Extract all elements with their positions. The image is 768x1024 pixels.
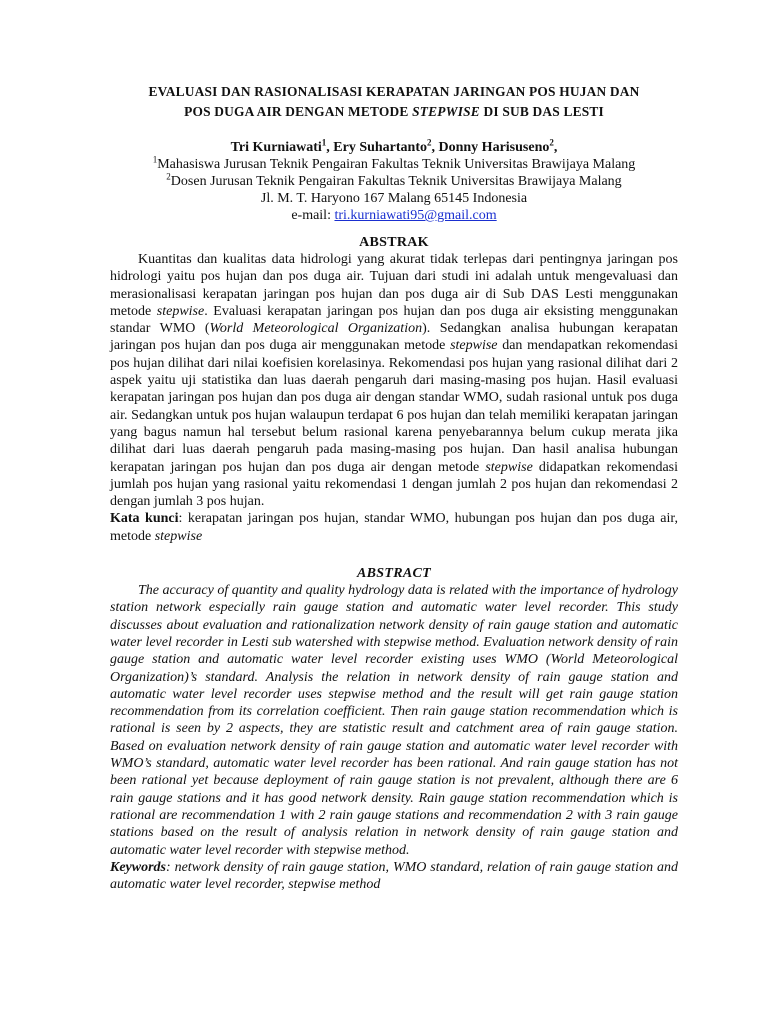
title-line-2-pre: POS DUGA AIR DENGAN METODE bbox=[184, 104, 413, 119]
affiliation-2 bbox=[110, 173, 678, 190]
author-list bbox=[110, 139, 678, 156]
affiliation-1-text: Mahasiswa Jurusan Teknik Pengairan Fakultas Teknik Universitas Brawijaya Malang bbox=[157, 157, 636, 172]
abstract-keywords-label: Keywords bbox=[110, 859, 166, 875]
author-1: Tri Kurniawati bbox=[230, 140, 322, 155]
abstrak-paragraph bbox=[110, 251, 678, 510]
title-line-2 bbox=[110, 102, 678, 122]
abstrak-text-1: Kuantitas dan kualitas data hidrologi yang akurat tidak terlepas dari pentingnya jaringan pos hidrologi yaitu pos hujan dan pos duga air. Tujuan dari studi ini adalah untuk mengevaluasi dan merasionalisasi kerapatan jaringan pos hujan dan pos duga air di Sub DAS Lesti menggunakan metode bbox=[110, 252, 678, 319]
abstrak-heading: ABSTRAK bbox=[359, 235, 429, 250]
affiliation-1 bbox=[110, 156, 678, 173]
author-2-sup: 2 bbox=[427, 137, 432, 148]
email-line bbox=[110, 207, 678, 224]
email-link[interactable]: tri.kurniawati95@gmail.com bbox=[334, 208, 497, 223]
author-3-sup: 2 bbox=[549, 137, 554, 148]
abstrak-text-2: . Evaluasi kerapatan jaringan pos hujan dan pos duga air eksisting menggunakan standar WMO ( bbox=[110, 303, 678, 337]
paper-title bbox=[110, 82, 678, 122]
abstrak-em-2: World Meteorological Organization bbox=[209, 321, 423, 337]
abstrak-text-3: ). Sedangkan analisa hubungan kerapatan jaringan pos hujan dan pos duga air menggunakan metode bbox=[110, 321, 678, 354]
abstrak-text-5: didapatkan rekomendasi jumlah pos hujan yang rasional yaitu rekomendasi 1 dengan jumlah 2 pos hujan dan rekomendasi 2 dengan jumlah 3 pos hujan. bbox=[110, 459, 678, 510]
affiliation-2-sup: 2 bbox=[166, 171, 171, 182]
email-label: e-mail: bbox=[291, 208, 335, 223]
abstrak-keywords-label: Kata kunci bbox=[110, 511, 179, 527]
abstrak-em-4: stepwise bbox=[485, 459, 533, 475]
author-3: , Donny Harisuseno bbox=[431, 140, 550, 155]
author-1-sup: 1 bbox=[321, 137, 327, 148]
abstrak-em-1: stepwise bbox=[156, 303, 205, 319]
title-method-em: STEPWISE bbox=[412, 104, 480, 119]
abstrak-keywords bbox=[110, 510, 678, 545]
abstract-keywords-text: : network density of rain gauge station, WMO standard, relation of rain gauge station and automatic water level recorder, stepwise method bbox=[110, 859, 678, 893]
author-2: , Ery Suhartanto bbox=[326, 140, 427, 155]
author-tail: , bbox=[553, 140, 558, 155]
affiliation-2-text: Dosen Jurusan Teknik Pengairan Fakultas Teknik Universitas Brawijaya Malang bbox=[170, 174, 622, 189]
abstrak-text-4: dan mendapatkan rekomendasi pos hujan dilihat dari nilai koefisien korelasinya. Rekomendasi pos hujan yang rasional dilihat dari 2 aspek yaitu uji statistika dan luas daerah pengaruh dari masing-masing pos hujan. Hasil evaluasi kerapatan jaringan pos hujan dan pos duga air dengan standar WMO, sudah rasional untuk pos duga air. Sedangkan untuk pos hujan walaupun terdapat 6 pos hujan dan telah memiliki kerapatan jaringan yang bagus namun hal tersebut belum rasional karena penyebarannya belum cukup merata jika dilihat dari luas daerah pengaruh pada masing-masing pos hujan. Dan hasil analisa hubungan kerapatan jaringan pos hujan dan pos duga air dengan metode bbox=[110, 338, 678, 475]
abstrak-keywords-em: stepwise bbox=[154, 528, 203, 544]
affiliation-1-sup: 1 bbox=[152, 154, 158, 165]
abstrak-em-3: stepwise bbox=[450, 338, 498, 354]
abstract-keywords bbox=[110, 859, 678, 894]
abstract-heading: ABSTRACT bbox=[357, 566, 431, 582]
title-line-2-post: DI SUB DAS LESTI bbox=[479, 104, 604, 119]
abstract-paragraph: The accuracy of quantity and quality hydrology data is related with the importance of hydrology station network especially rain gauge station and automatic water level recorder. This study discusses about evaluation and rationalization network density of rain gauge station and automatic water level recorder in Lesti sub watershed with stepwise method. Evaluation network density of rain gauge station and automatic water level recorder existing uses WMO (World Meteorological Organization)’s standard. Analysis the relation in network density of rain gauge station and automatic water level recorder uses stepwise method and the result will get rain gauge station recommendation from its correlation coefficient. Then rain gauge station recommendation which is rational is seen by 2 aspects, they are statistic result and catchment area of rain gauge station. Based on evaluation network density of rain gauge station and automatic water level recorder with WMO’s standard, automatic water level recorder has been rational. And rain gauge station has not been rational yet because deployment of rain gauge station is not prevalent, although there are 6 rain gauge stations and it has good network density. Rain gauge station recommendation which is rational are recommendation 1 with 2 rain gauge stations and recommendation 2 with 3 rain gauge stations based on the result of analysis relation in network density of rain gauge station and automatic water level recorder with stepwise method. bbox=[110, 583, 678, 858]
abstrak-keywords-text: : kerapatan jaringan pos hujan, standar WMO, hubungan pos hujan dan pos duga air, metode bbox=[110, 511, 678, 544]
title-line-1: EVALUASI DAN RASIONALISASI KERAPATAN JARINGAN POS HUJAN DAN bbox=[148, 84, 640, 99]
address: Jl. M. T. Haryono 167 Malang 65145 Indonesia bbox=[260, 191, 528, 206]
